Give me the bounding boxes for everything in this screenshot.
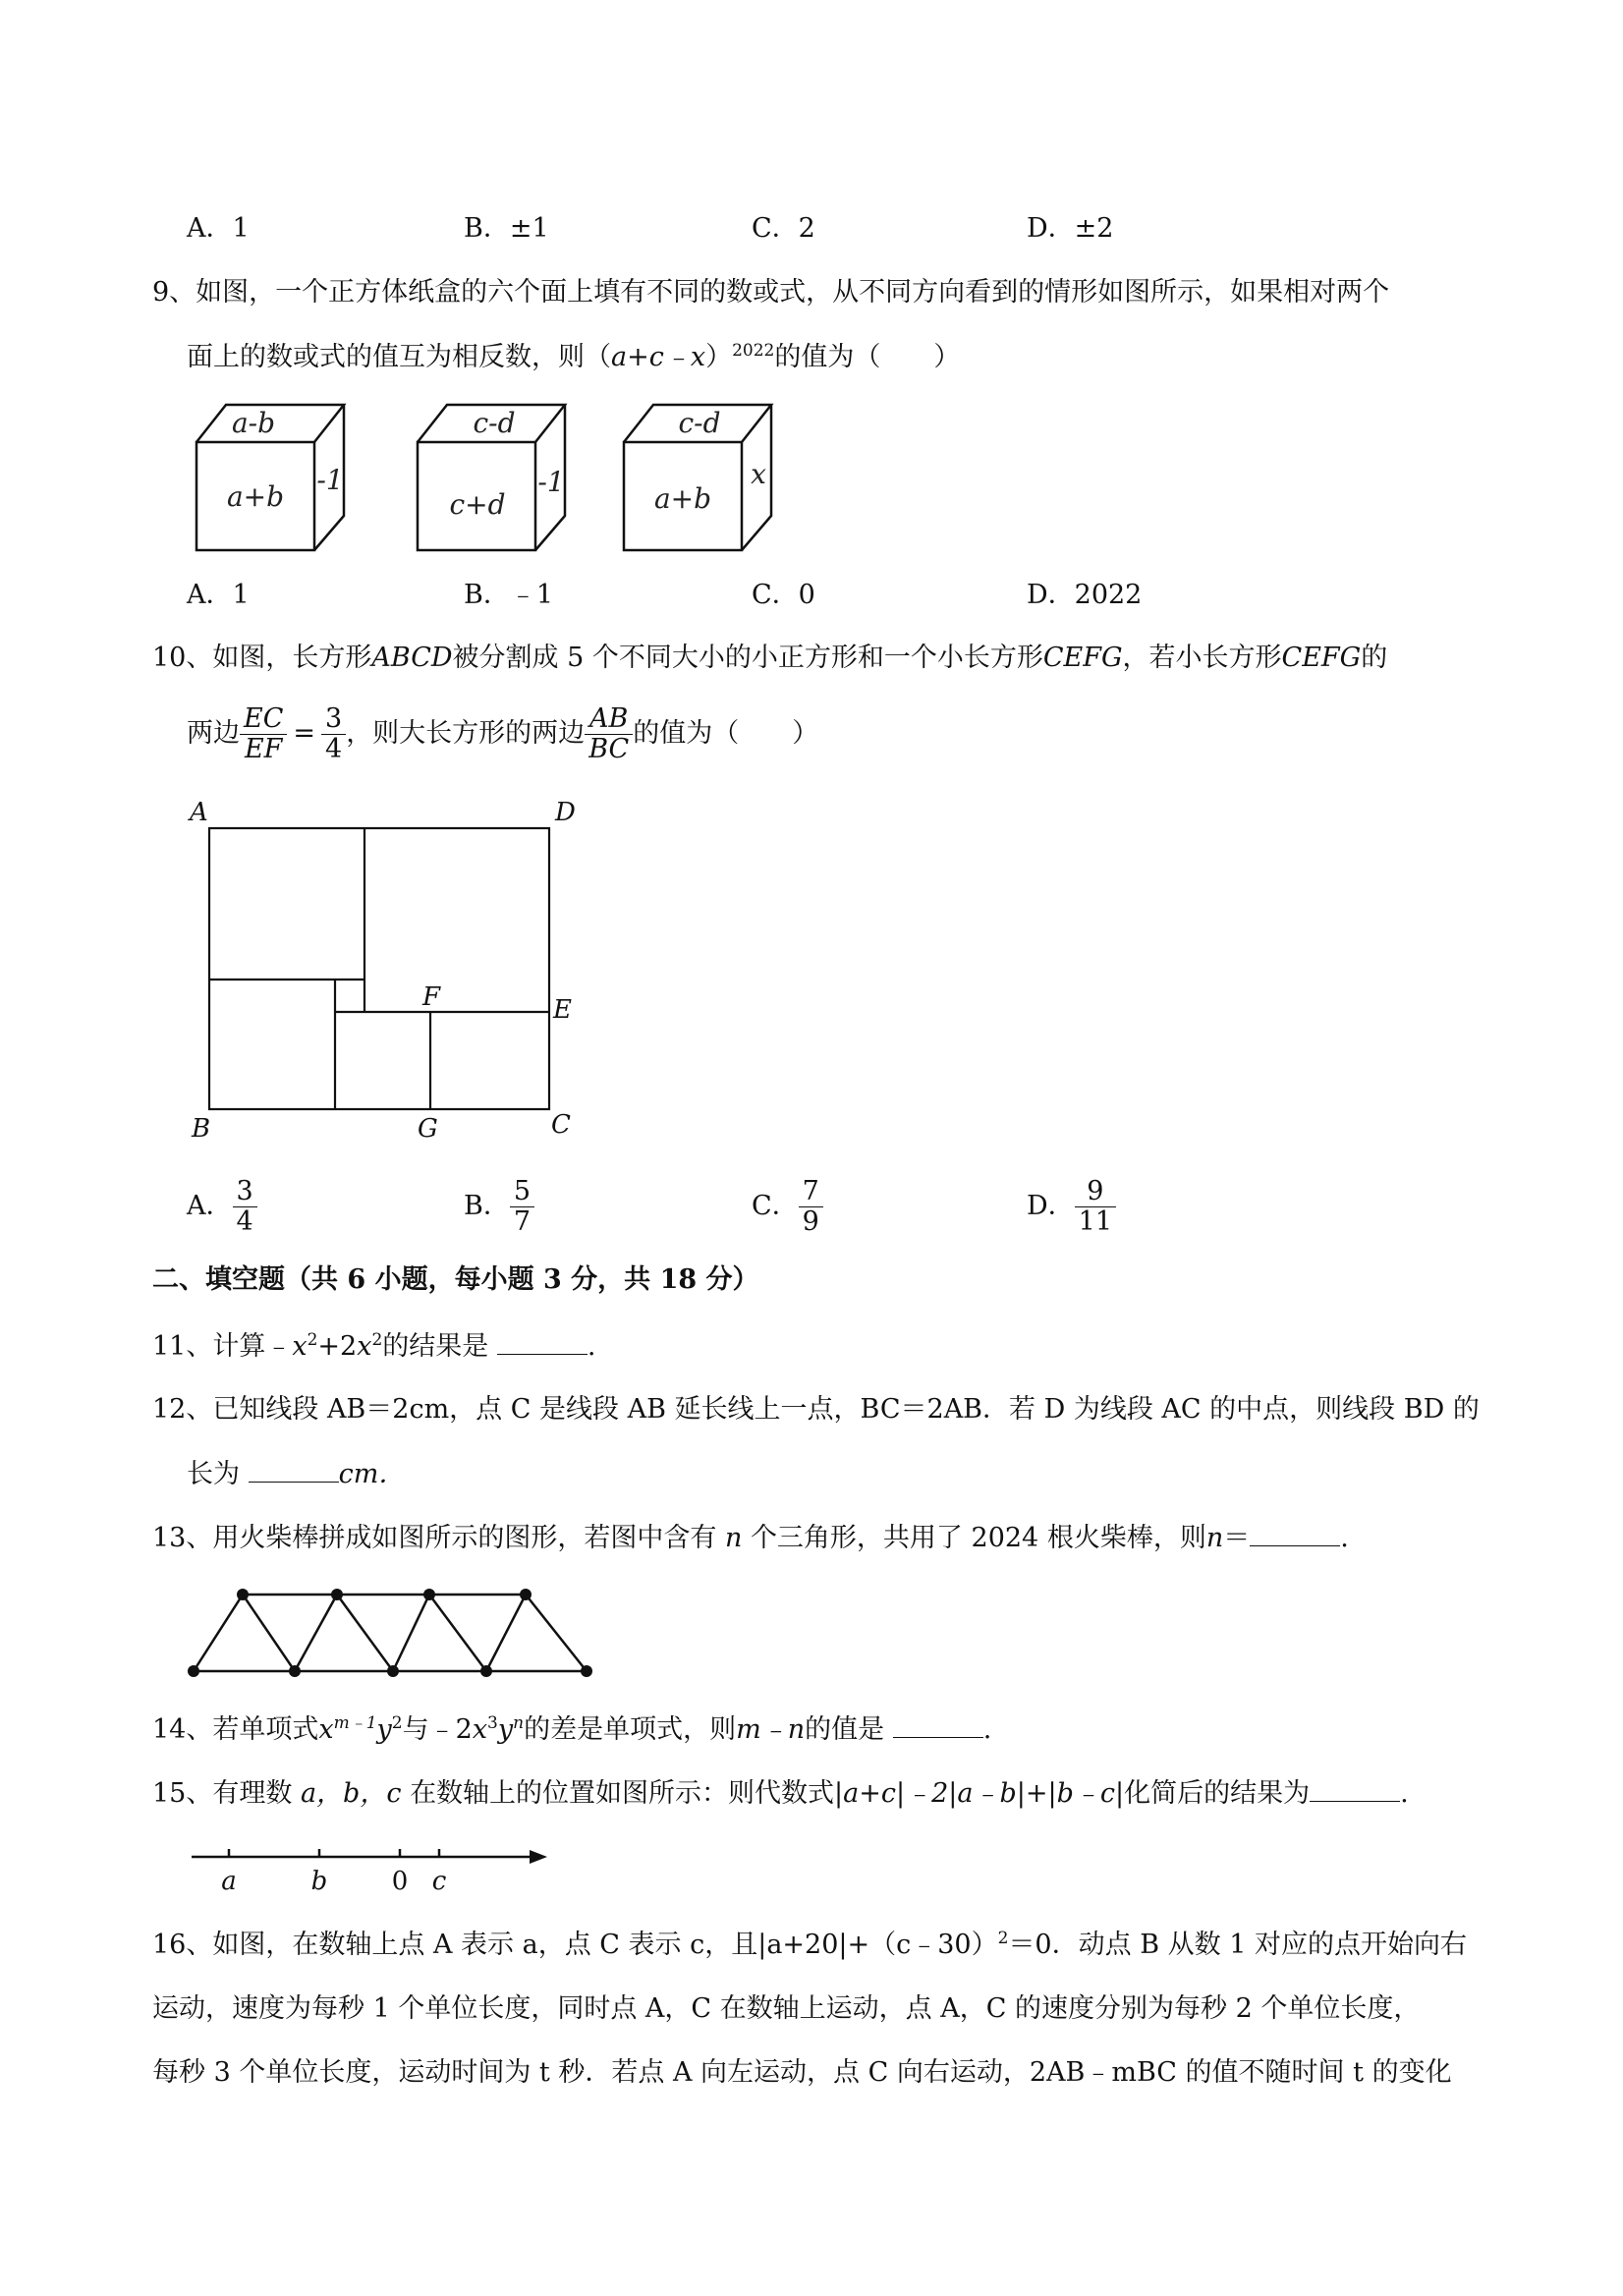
fraction-denominator: 11 <box>1078 1206 1113 1237</box>
q11-stem <box>152 1326 595 1367</box>
q9-stem-line2 <box>187 338 960 377</box>
q13-answer-blank[interactable] <box>1250 1518 1340 1546</box>
q14-stem <box>152 1709 991 1750</box>
q10-text: 10、如图，长方形 <box>152 643 372 673</box>
fraction-numerator: 7 <box>799 1177 823 1207</box>
fraction-denominator: 4 <box>325 734 343 764</box>
cube3-side-label: x <box>751 458 766 490</box>
q14-text: 与﹣2 <box>402 1714 473 1745</box>
q10-small-rect-name: CEFG <box>1042 643 1123 673</box>
expression: m﹣n <box>736 1714 806 1745</box>
section-title-fill-in: 二、填空题（共 6 小题，每小题 3 分，共 18 分） <box>152 1264 759 1295</box>
q14-answer-blank[interactable] <box>893 1709 983 1738</box>
q14-text: 14、若单项式 <box>152 1714 319 1745</box>
q13-text: 13、用火柴棒拼成如图所示的图形，若图中含有 <box>152 1523 717 1553</box>
q10-option-a[interactable] <box>187 1172 257 1241</box>
q10-text: ，若小长方形 <box>1122 643 1282 673</box>
q15-text: . <box>1400 1778 1409 1809</box>
fraction-denominator: 9 <box>802 1206 819 1237</box>
cube1-side-label: -1 <box>316 464 344 496</box>
exponent: 2 <box>371 1330 383 1350</box>
q10-rectangle-figure <box>182 791 594 1154</box>
fraction-numerator: 3 <box>233 1177 257 1207</box>
q8-option-a[interactable]: A．1 <box>187 213 250 244</box>
equals-sign: = <box>293 718 315 749</box>
label-e: E <box>553 995 572 1025</box>
fraction-numerator: 3 <box>321 704 346 735</box>
q9-cubes-figure <box>187 393 815 560</box>
variable: x <box>357 1331 372 1362</box>
variable: x <box>318 1714 334 1745</box>
q10-option-d[interactable] <box>1027 1172 1116 1241</box>
axis-label-a: a <box>221 1867 237 1896</box>
q9-option-c[interactable]: C．0 <box>752 580 815 610</box>
q10-text: 两边 <box>187 718 240 749</box>
variable: n <box>724 1523 743 1553</box>
q11-text: . <box>587 1331 596 1362</box>
q10-text: 的值为（ ） <box>633 718 819 749</box>
q10-text: 被分割成 5 个不同大小的小正方形和一个小长方形 <box>452 643 1043 673</box>
label-a: A <box>190 798 208 827</box>
q15-text: 化简后的结果为 <box>1124 1778 1311 1809</box>
q9-stem-line1: 9、如图，一个正方体纸盒的六个面上填有不同的数或式，从不同方向看到的情形如图所示，如果相对两个 <box>152 277 1390 308</box>
q9-text: 面上的数或式的值互为相反数，则（ <box>187 342 611 372</box>
fraction-numerator: 9 <box>1075 1177 1116 1207</box>
q12-stem-line2 <box>187 1454 405 1494</box>
exponent: n <box>513 1713 525 1733</box>
q8-option-b[interactable]: B．±1 <box>464 213 549 244</box>
fraction-denominator: 4 <box>236 1206 253 1237</box>
fraction-numerator: AB <box>585 704 633 735</box>
label-d: D <box>555 798 576 827</box>
fraction-numerator: 5 <box>510 1177 534 1207</box>
q10-stem-line1 <box>152 639 1387 678</box>
cube3-top-label: c-d <box>678 407 721 439</box>
axis-label-zero: 0 <box>391 1867 409 1896</box>
q9-expression: a+c﹣x <box>611 342 706 372</box>
label-b: B <box>192 1114 211 1144</box>
q11-answer-blank[interactable] <box>497 1326 588 1355</box>
q9-option-b[interactable]: B．﹣1 <box>464 580 554 610</box>
q9-option-a[interactable]: A．1 <box>187 580 250 610</box>
q9-text: ） <box>705 342 733 372</box>
variables: a，b，c <box>300 1778 402 1809</box>
q13-text: ＝ <box>1223 1523 1251 1553</box>
q11-text: 11、计算﹣ <box>152 1331 293 1362</box>
q11-text: +2 <box>317 1331 358 1362</box>
q15-number-line <box>182 1832 575 1901</box>
q16-stem-line2: 运动，速度为每秒 1 个单位长度，同时点 A，C 在数轴上运动，点 A，C 的速度分别为每秒 2 个单位长度， <box>152 1993 1421 2024</box>
q10-fraction-3-4 <box>321 704 346 764</box>
q10-small-rect-name: CEFG <box>1281 643 1362 673</box>
q10-fraction-ab-bc <box>585 704 633 764</box>
q10-text: ，则大长方形的两边 <box>346 718 586 749</box>
q13-matchstick-figure <box>182 1577 604 1685</box>
exponent: 2 <box>391 1713 403 1733</box>
q14-text: 的值是 <box>805 1714 885 1745</box>
q9-text: 的值为（ ） <box>774 342 961 372</box>
q14-text: 的差是单项式，则 <box>524 1714 737 1745</box>
option-letter: D． <box>1027 1191 1075 1221</box>
q16-text: ＝0．动点 B 从数 1 对应的点开始向右 <box>1008 1930 1467 1960</box>
fraction-denominator: 7 <box>513 1206 532 1237</box>
variable: n <box>1205 1523 1224 1553</box>
label-f: F <box>422 982 441 1012</box>
cube2-side-label: -1 <box>537 466 565 498</box>
q8-option-d[interactable]: D．±2 <box>1027 213 1114 244</box>
q13-stem <box>152 1518 1349 1558</box>
label-g: G <box>418 1114 438 1144</box>
q12-stem-line1: 12、已知线段 AB＝2cm，点 C 是线段 AB 延长线上一点，BC＝2AB．若 D 为线段 AC 的中点，则线段 BD 的 <box>152 1394 1480 1425</box>
q9-exponent: 2022 <box>732 341 775 361</box>
q15-text: 15、有理数 <box>152 1778 293 1809</box>
fraction-numerator: EC <box>240 704 287 735</box>
exponent: 2 <box>997 1929 1009 1948</box>
cube1-top-label: a-b <box>231 407 276 439</box>
q10-option-b[interactable] <box>464 1172 534 1241</box>
q15-answer-blank[interactable] <box>1310 1773 1400 1802</box>
q8-option-c[interactable]: C．2 <box>752 213 815 244</box>
q16-stem-line3: 每秒 3 个单位长度，运动时间为 t 秒．若点 A 向左运动，点 C 向右运动，2AB﹣mBC 的值不随时间 t 的变化 <box>152 2057 1452 2088</box>
label-c: C <box>551 1110 571 1140</box>
q10-stem-line2 <box>187 700 818 768</box>
cube1-front-label: a+b <box>226 480 285 513</box>
q12-answer-blank[interactable] <box>249 1454 339 1483</box>
q10-rect-name: ABCD <box>371 643 453 673</box>
q11-text: 的结果是 <box>382 1331 489 1362</box>
fraction-denominator: BC <box>588 734 630 764</box>
q13-text: 个三角形，共用了 2024 根火柴棒，则 <box>750 1523 1206 1553</box>
axis-label-b: b <box>310 1867 328 1896</box>
q10-option-c[interactable] <box>752 1172 823 1241</box>
q16-text: 16、如图，在数轴上点 A 表示 a，点 C 表示 c，且|a+20|+（c﹣30） <box>152 1930 998 1960</box>
variable: y <box>497 1714 514 1745</box>
q15-stem <box>152 1773 1409 1814</box>
exponent: m﹣1 <box>333 1713 377 1733</box>
q9-option-d[interactable]: D．2022 <box>1027 580 1143 610</box>
option-letter: B． <box>464 1191 510 1221</box>
expression: a+c|﹣2|a﹣b|+|b﹣c| <box>843 1778 1125 1809</box>
fraction-denominator: EF <box>244 734 283 764</box>
cube2-top-label: c-d <box>473 407 516 439</box>
q12-unit: cm． <box>338 1459 406 1489</box>
variable: x <box>472 1714 488 1745</box>
q15-text: 在数轴上的位置如图所示：则代数式| <box>410 1778 844 1809</box>
q10-fraction-ec-ef <box>240 704 287 764</box>
cube2-front-label: c+d <box>449 488 506 521</box>
q10-text: 的 <box>1361 643 1388 673</box>
axis-label-c: c <box>431 1867 447 1896</box>
q13-text: . <box>1340 1523 1349 1553</box>
q16-stem-line1 <box>152 1926 1467 1965</box>
q12-text: 长为 <box>187 1459 240 1489</box>
q14-text: . <box>982 1714 992 1745</box>
option-letter: C． <box>752 1191 799 1221</box>
cube3-front-label: a+b <box>653 482 712 515</box>
exponent: 3 <box>487 1713 498 1733</box>
option-letter: A． <box>187 1191 233 1221</box>
exponent: 2 <box>307 1330 318 1350</box>
variable: y <box>376 1714 392 1745</box>
variable: x <box>292 1331 308 1362</box>
